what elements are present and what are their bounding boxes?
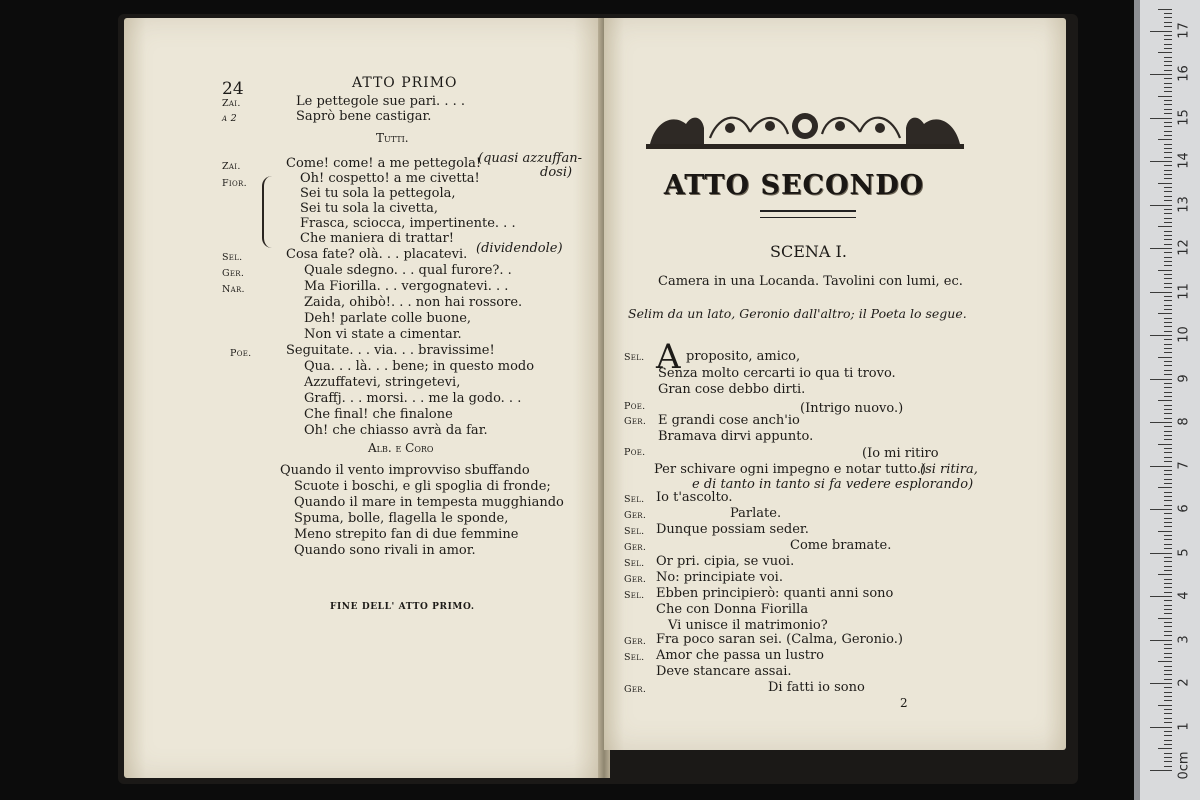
ruler-tick	[1164, 535, 1172, 536]
ruler-tick	[1164, 392, 1172, 393]
ruler-tick	[1164, 696, 1172, 697]
ruler-tick	[1164, 679, 1172, 680]
ruler-tick	[1164, 283, 1172, 284]
ruler-tick	[1150, 205, 1172, 206]
ruler-tick	[1164, 65, 1172, 66]
ruler-tick	[1150, 683, 1172, 684]
ruler-edge	[1134, 0, 1140, 800]
ruler-tick	[1164, 557, 1172, 558]
speaker: Sel.	[624, 352, 645, 363]
speaker: Ger.	[624, 510, 647, 521]
ruler-tick	[1164, 113, 1172, 114]
ruler-tick	[1158, 226, 1172, 227]
ruler-tick	[1164, 109, 1172, 110]
verse-line: Saprò bene castigar.	[296, 109, 432, 124]
ruler-tick	[1150, 770, 1172, 771]
ruler-tick	[1164, 87, 1172, 88]
ruler-tick	[1158, 444, 1172, 445]
ruler-tick	[1164, 513, 1172, 514]
ruler-number: 12	[1176, 239, 1192, 256]
ruler-tick	[1164, 613, 1172, 614]
ruler-tick	[1164, 322, 1172, 323]
ruler-tick	[1164, 740, 1172, 741]
ruler-tick	[1164, 339, 1172, 340]
ruler-tick	[1164, 431, 1172, 432]
verse-line: Che maniera di trattar!	[300, 231, 454, 246]
ruler-tick	[1164, 470, 1172, 471]
verse-line: Senza molto cercarti io qua ti trovo.	[658, 366, 896, 381]
ruler-tick	[1150, 596, 1172, 597]
ruler-tick	[1164, 61, 1172, 62]
ruler-number: 14	[1176, 152, 1192, 169]
ruler-tick	[1164, 644, 1172, 645]
ruler-tick	[1164, 722, 1172, 723]
ruler-tick	[1164, 674, 1172, 675]
ruler-number: 15	[1176, 108, 1192, 126]
ruler-tick	[1164, 152, 1172, 153]
ruler-tick	[1164, 148, 1172, 149]
ruler-tick	[1164, 300, 1172, 301]
ruler-tick	[1164, 622, 1172, 623]
verse-line: Bramava dirvi appunto.	[658, 429, 814, 444]
ruler-number: 7	[1176, 460, 1192, 470]
ruler-tick	[1164, 387, 1172, 388]
running-head: ATTO PRIMO	[352, 75, 458, 91]
verse-line: Spuma, bolle, flagella le sponde,	[294, 511, 509, 526]
ruler-tick	[1164, 587, 1172, 588]
verse-line: Vi unisce il matrimonio?	[668, 618, 828, 633]
ruler-number: 4	[1176, 591, 1192, 600]
ruler-tick	[1164, 352, 1172, 353]
ruler-tick	[1164, 174, 1172, 175]
verse-line: Io t'ascolto.	[656, 490, 733, 505]
ruler-tick	[1164, 600, 1172, 601]
ruler-tick	[1150, 292, 1172, 293]
verse-line: Di fatti io sono	[768, 680, 865, 695]
verse-line: Come bramate.	[790, 538, 892, 553]
ruler-number: 8	[1176, 417, 1192, 426]
speaker: Sel.	[624, 652, 645, 663]
ruler-tick	[1164, 170, 1172, 171]
verse-line: Quando il mare in tempesta mugghiando	[294, 495, 564, 510]
ruler-tick	[1164, 653, 1172, 654]
ruler-tick	[1164, 448, 1172, 449]
ruler-number: 0cm	[1176, 751, 1192, 780]
verse-line: Qua. . . là. . . bene; in questo modo	[304, 359, 535, 374]
ruler-tick	[1164, 35, 1172, 36]
ruler-tick	[1158, 618, 1172, 619]
ruler-tick	[1164, 135, 1172, 136]
verse-line: Ebben principierò: quanti anni sono	[656, 586, 894, 601]
ruler-tick	[1164, 496, 1172, 497]
verse-line: Amor che passa un lustro	[656, 648, 825, 663]
speaker: Ger.	[624, 416, 647, 427]
ruler-tick	[1164, 435, 1172, 436]
speaker: Ger.	[222, 268, 245, 279]
ruler-tick	[1164, 426, 1172, 427]
ruler-tick	[1164, 348, 1172, 349]
speaker: Zai.	[222, 161, 241, 172]
ruler-tick	[1150, 727, 1172, 728]
ruler-tick	[1164, 709, 1172, 710]
ruler-tick	[1164, 165, 1172, 166]
ruler-tick	[1158, 400, 1172, 401]
section-label: Alb. e Coro	[368, 441, 434, 455]
ruler-tick	[1158, 748, 1172, 749]
ruler-tick	[1164, 91, 1172, 92]
ruler-tick	[1164, 131, 1172, 132]
ruler-tick	[1164, 361, 1172, 362]
verse-line: Non vi state a cimentar.	[304, 327, 462, 342]
verse-line: Quale sdegno. . . qual furore?. .	[304, 263, 512, 278]
ruler-tick	[1164, 631, 1172, 632]
ruler-tick	[1164, 318, 1172, 319]
ruler-tick	[1164, 396, 1172, 397]
ruler-tick	[1164, 374, 1172, 375]
ruler-tick	[1164, 583, 1172, 584]
ruler-tick	[1164, 687, 1172, 688]
ruler-tick	[1158, 96, 1172, 97]
ruler-tick	[1164, 666, 1172, 667]
ruler-tick	[1158, 661, 1172, 662]
ruler-tick	[1164, 548, 1172, 549]
ruler-tick	[1164, 209, 1172, 210]
ruler-tick	[1164, 505, 1172, 506]
ruler-tick	[1158, 183, 1172, 184]
verse-line: Graffj. . . morsi. . . me la godo. . .	[304, 391, 522, 406]
section-label: Tutti.	[376, 131, 409, 145]
ruler-number: 16	[1176, 65, 1192, 82]
ruler-tick	[1150, 379, 1172, 380]
ruler-tick	[1164, 461, 1172, 462]
ruler-tick	[1164, 191, 1172, 192]
ruler-tick	[1164, 200, 1172, 201]
ruler-tick	[1164, 713, 1172, 714]
ruler-tick	[1164, 700, 1172, 701]
ruler-number: 13	[1176, 195, 1192, 213]
stage-direction: (dividendole)	[476, 241, 563, 256]
decorative-headpiece	[646, 104, 964, 154]
verse-line: Parlate.	[730, 506, 782, 521]
ruler-tick	[1158, 487, 1172, 488]
ruler-tick	[1150, 640, 1172, 641]
act-title: ATTO SECONDO	[663, 170, 925, 201]
verse-line: Oh! che chiasso avrà da far.	[304, 423, 488, 438]
stage-direction: e di tanto in tanto si fa vedere esplorando)	[692, 477, 974, 492]
ruler-tick	[1164, 718, 1172, 719]
verse-line: Ma Fiorilla. . . vergognatevi. . .	[304, 279, 509, 294]
speaker: Sel.	[624, 558, 645, 569]
verse-line: Gran cose debbo dirti.	[658, 382, 806, 397]
ruler-tick	[1164, 626, 1172, 627]
page-number: 24	[222, 79, 244, 99]
verse-line: Azzuffatevi, stringetevi,	[304, 375, 461, 390]
ruler-tick	[1164, 522, 1172, 523]
ruler-tick	[1164, 370, 1172, 371]
ruler-tick	[1164, 100, 1172, 101]
verse-line: Quando il vento improvviso sbuffando	[280, 463, 530, 478]
ruler-tick	[1164, 409, 1172, 410]
ruler-tick	[1164, 405, 1172, 406]
ruler-tick	[1164, 235, 1172, 236]
ruler-number: 11	[1176, 282, 1192, 300]
speaker: Poe.	[230, 348, 252, 359]
ruler-tick	[1164, 287, 1172, 288]
ruler-number: 2	[1176, 678, 1192, 687]
ruler-tick	[1164, 17, 1172, 18]
ruler-tick	[1164, 309, 1172, 310]
speaker: Ger.	[624, 542, 647, 553]
ruler-tick	[1164, 452, 1172, 453]
verse-line: Sei tu sola la pettegola,	[300, 186, 456, 201]
ruler-tick	[1164, 70, 1172, 71]
ruler-tick	[1164, 331, 1172, 332]
ruler-tick	[1164, 757, 1172, 758]
verse-line: Frasca, sciocca, impertinente. . .	[300, 216, 516, 231]
signature-mark: 2	[900, 696, 908, 710]
ruler-tick	[1164, 261, 1172, 262]
ruler-number: 1	[1176, 721, 1192, 731]
ruler-tick	[1164, 744, 1172, 745]
ruler-tick	[1150, 248, 1172, 249]
ruler-number: 17	[1176, 21, 1192, 39]
speaker: Poe.	[624, 401, 646, 412]
verse-line: Come! come! a me pettegola!	[286, 156, 482, 171]
ruler-tick	[1150, 74, 1172, 75]
ruler-tick	[1164, 22, 1172, 23]
ruler-tick	[1164, 526, 1172, 527]
speaker: Poe.	[624, 447, 646, 458]
ruler-tick	[1164, 457, 1172, 458]
ruler-tick	[1164, 753, 1172, 754]
verse-line: Quando sono rivali in amor.	[294, 543, 476, 558]
ruler-tick	[1164, 187, 1172, 188]
verse-line: (Io mi ritiro	[862, 446, 939, 461]
ruler-tick	[1164, 231, 1172, 232]
ruler-tick	[1150, 118, 1172, 119]
ruler-number: 5	[1176, 547, 1192, 557]
ruler-tick	[1164, 365, 1172, 366]
ruler-number: 9	[1176, 373, 1192, 383]
ruler-tick	[1150, 31, 1172, 32]
ruler-tick	[1164, 761, 1172, 762]
speaker: Sel.	[624, 590, 645, 601]
ruler-tick	[1164, 13, 1172, 14]
verse-line: Cosa fate? olà. . . placatevi.	[286, 247, 468, 262]
ruler-number: 10	[1176, 326, 1192, 343]
speaker: Zai.	[222, 98, 241, 109]
ruler-tick	[1164, 344, 1172, 345]
ruler-tick	[1164, 566, 1172, 567]
ruler-tick	[1164, 605, 1172, 606]
brace	[262, 176, 276, 248]
ruler-tick	[1164, 196, 1172, 197]
ruler-tick	[1164, 492, 1172, 493]
ruler-tick	[1164, 104, 1172, 105]
ruler-tick	[1164, 39, 1172, 40]
verse-line: Seguitate. . . via. . . bravissime!	[286, 343, 495, 358]
ruler-tick	[1164, 544, 1172, 545]
ruler-tick	[1164, 265, 1172, 266]
ruler-tick	[1164, 257, 1172, 258]
speaker: Sel.	[624, 494, 645, 505]
ruler-tick	[1164, 479, 1172, 480]
ruler-tick	[1164, 278, 1172, 279]
ruler-tick	[1164, 592, 1172, 593]
ruler-tick	[1164, 439, 1172, 440]
ruler-tick	[1158, 531, 1172, 532]
speaker: Nar.	[222, 284, 245, 295]
ruler-tick	[1164, 218, 1172, 219]
verse-line: Oh! cospetto! a me civetta!	[300, 171, 480, 186]
end-of-act: FINE DELL' ATTO PRIMO.	[330, 602, 475, 612]
scene-heading: SCENA I.	[770, 242, 847, 261]
ruler-tick	[1164, 474, 1172, 475]
ruler-tick	[1158, 705, 1172, 706]
speaker: Ger.	[624, 636, 647, 647]
ruler-tick	[1164, 213, 1172, 214]
stage-direction: dosi)	[540, 165, 573, 180]
verse-line: Dunque possiam seder.	[656, 522, 809, 537]
speaker: Fior.	[222, 178, 247, 189]
ruler-tick	[1164, 735, 1172, 736]
ruler-tick	[1164, 26, 1172, 27]
ruler-tick	[1158, 52, 1172, 53]
ruler-tick	[1164, 518, 1172, 519]
verse-line: Che con Donna Fiorilla	[656, 602, 809, 617]
verse-line: Zaida, ohibò!. . . non hai rossore.	[304, 295, 523, 310]
ruler-tick	[1164, 561, 1172, 562]
ruler-tick	[1164, 178, 1172, 179]
verse-line: Or pri. cipia, se vuoi.	[656, 554, 795, 569]
ruler-tick	[1158, 270, 1172, 271]
title-rule	[760, 210, 856, 218]
ruler-tick	[1164, 157, 1172, 158]
ruler-tick	[1164, 579, 1172, 580]
ruler-tick	[1164, 383, 1172, 384]
ruler-tick	[1158, 9, 1172, 10]
ruler-tick	[1164, 252, 1172, 253]
verse-line: Che final! che finalone	[304, 407, 453, 422]
ruler-tick	[1164, 222, 1172, 223]
verse-line: Le pettegole sue pari. . . .	[296, 94, 465, 109]
ruler-tick	[1150, 509, 1172, 510]
verse-line: No: principiate voi.	[656, 570, 783, 585]
verse-line: Sei tu sola la civetta,	[300, 201, 439, 216]
verse-line: Fra poco saran sei. (Calma, Geronio.)	[656, 632, 903, 647]
speaker: a 2	[222, 113, 238, 124]
verse-line: Deh! parlate colle buone,	[304, 311, 472, 326]
ruler-tick	[1164, 296, 1172, 297]
ruler-tick	[1164, 483, 1172, 484]
ruler-tick	[1164, 305, 1172, 306]
entrance-direction: Selim da un lato, Geronio dall'altro; il Poeta lo segue.	[628, 306, 967, 321]
ruler-tick	[1164, 274, 1172, 275]
ruler-tick	[1150, 335, 1172, 336]
ruler-tick	[1164, 635, 1172, 636]
ruler-tick	[1164, 418, 1172, 419]
ruler-number: 6	[1176, 504, 1192, 513]
verse-line: Deve stancare assai.	[656, 664, 792, 679]
verse-line: proposito, amico,	[686, 349, 801, 364]
ruler-tick	[1164, 413, 1172, 414]
drop-cap: A	[656, 337, 681, 377]
ruler-tick	[1164, 570, 1172, 571]
ruler-tick	[1150, 553, 1172, 554]
ruler-tick	[1164, 122, 1172, 123]
verse-line: Scuote i boschi, e gli spoglia di fronde;	[294, 479, 551, 494]
ruler-tick	[1158, 139, 1172, 140]
ruler-tick	[1158, 574, 1172, 575]
speaker: Ger.	[624, 684, 647, 695]
stage-direction: (si ritira,	[920, 462, 978, 477]
verse-line: Meno strepito fan di due femmine	[294, 527, 519, 542]
ruler-tick	[1150, 422, 1172, 423]
ruler-tick	[1164, 326, 1172, 327]
ruler-tick	[1164, 766, 1172, 767]
verse-line: E grandi cose anch'io	[658, 413, 800, 428]
ruler-tick	[1164, 44, 1172, 45]
speaker: Ger.	[624, 574, 647, 585]
ruler-tick	[1164, 144, 1172, 145]
ruler-tick	[1164, 126, 1172, 127]
ruler-tick	[1164, 648, 1172, 649]
ruler-tick	[1164, 239, 1172, 240]
ruler-number: 3	[1176, 634, 1192, 644]
setting-line: Camera in una Locanda. Tavolini con lumi, ec.	[658, 274, 963, 289]
ruler-tick	[1164, 731, 1172, 732]
speaker: Sel.	[624, 526, 645, 537]
ruler-tick	[1150, 161, 1172, 162]
ruler-tick	[1164, 609, 1172, 610]
ruler-tick	[1164, 244, 1172, 245]
ruler-tick	[1164, 539, 1172, 540]
measuring-ruler	[1134, 0, 1200, 800]
verse-line: Per schivare ogni impegno e notar tutto.)	[654, 462, 926, 477]
ruler-tick	[1158, 313, 1172, 314]
ruler-tick	[1164, 500, 1172, 501]
ruler-tick	[1164, 57, 1172, 58]
ruler-tick	[1150, 466, 1172, 467]
ruler-tick	[1164, 78, 1172, 79]
ruler-tick	[1164, 48, 1172, 49]
stage-direction: (quasi azzuffan-	[478, 151, 583, 166]
ruler-tick	[1164, 83, 1172, 84]
ruler-tick	[1164, 692, 1172, 693]
ruler-tick	[1164, 657, 1172, 658]
ruler-tick	[1158, 357, 1172, 358]
speaker: Sel.	[222, 252, 243, 263]
verse-line: (Intrigo nuovo.)	[800, 401, 904, 416]
ruler-tick	[1164, 670, 1172, 671]
